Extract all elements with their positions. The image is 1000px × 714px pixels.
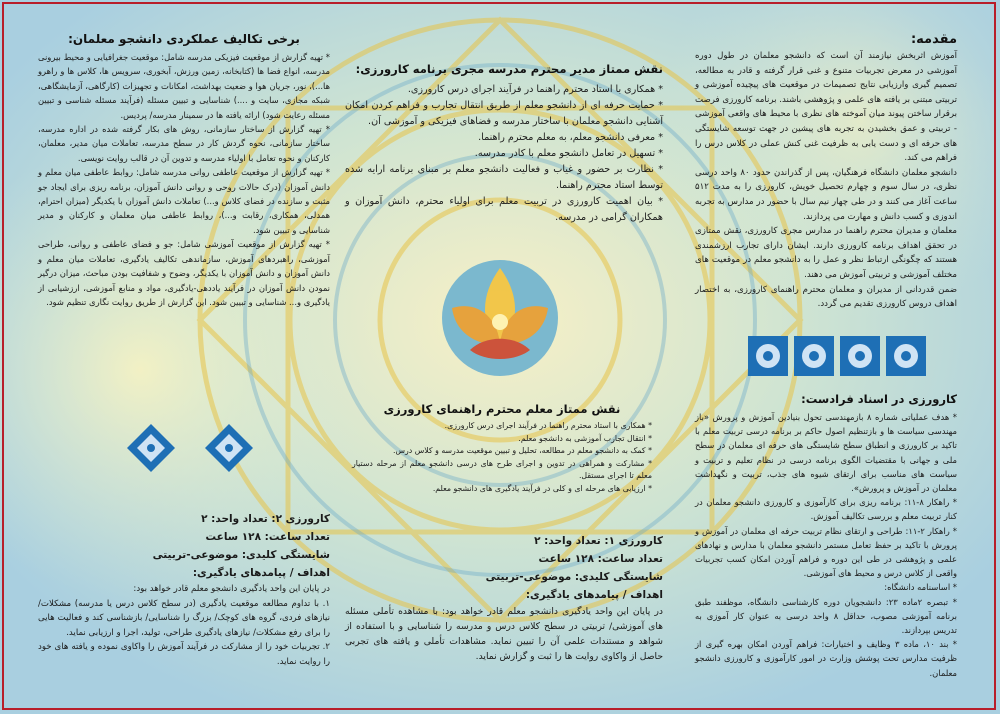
manager-item: * بیان اهمیت کارورزی در تربیت معلم برای اولیاء محترم، دانش آموزان و همکاران گرامی در مدرسه. xyxy=(345,196,663,223)
manager-item: * حمایت حرفه ای از دانشجو معلم از طریق انتقال تجارب و فراهم کردن امکان آشنایی دانشجو معلمان با ساختار مدرسه و فضاهای فیزیکی و آموزشی آن. xyxy=(345,100,663,127)
tasks-title: برخی تکالیف عملکردی دانشجو معلمان: xyxy=(68,32,300,46)
manager-item: * نظارت بر حضور و غیاب و فعالیت دانشجو معلم بر مبنای برنامه ارایه شده توسط استاد محترم راهنما. xyxy=(345,164,663,191)
teacher-item: * ارزیابی های مرحله ای و کلی در فرآیند یادگیری های دانشجو معلم. xyxy=(432,483,652,493)
course1-competency: شایستگی کلیدی: موضوعی-تربیتی xyxy=(485,571,663,583)
manager-item: * همکاری با استاد محترم راهنما در فرآیند اجرای درس کارورزی. xyxy=(407,84,663,95)
teacher-role-title: نقش ممتاز معلم محترم راهنمای کارورزی xyxy=(383,402,621,416)
course2-outcomes-label: اهداف / پیامدهای یادگیری: xyxy=(192,567,330,579)
course2-outcome-item: ۱. با تداوم مطالعه موقعیت یادگیری (در سطح کلاس درس یا مدرسه) مشکلات/ نیازهای فردی، گروه های کوچک/ بزرگ را شناسایی/ بازشناسی کند و فعالیت هایی را برای رفع مشکلات/ نیازهای یادگیری طراحی، تولید، اجرا و ارزیابی نماید. xyxy=(38,598,330,638)
ornament-tiles-right xyxy=(748,336,938,380)
course1-outcomes-text: در پایان این واحد یادگیری دانشجو معلم قادر خواهد بود: با مشاهده تأملی مسئله های آموزشی/ تربیتی در سطح کلاس درس و مدرسه را شناسایی و با استفاده از شواهد و مستندات علمی آن را تبیین نماید. مشاهدات تأملی و یافته های تجربی حاصل از واکاوی روایت ها را ثبت و گزارش نماید. xyxy=(345,606,663,662)
task-item: * تهیه گزارش از ساختار سازمانی، روش های بکار گرفته شده در اداره مدرسه، ساختار سازمانی، نحوه گردش کار در سطح مدرسه، تعاملات میان مدیر، معلمان، کارکنان و نحوه تعامل با اولیاء مدرسه و تدوین آن در قالب روایت نویسی. xyxy=(38,124,330,163)
teacher-item: * کمک به دانشجو معلم در مطالعه، تحلیل و تبیین موقعیت مدرسه و کلاس درس. xyxy=(393,446,652,455)
manager-item: * معرفی دانشجو معلم، به معلم محترم راهنما. xyxy=(478,132,663,143)
left-column xyxy=(38,32,330,309)
course1-units: کارورزی ۱: تعداد واحد: ۲ xyxy=(534,535,663,547)
teacher-item: * انتقال تجارب آموزشی به دانشجو معلم. xyxy=(518,433,652,443)
intro-paragraph-1: آموزش اثربخش نیازمند آن است که دانشجو معلمان در طول دوره آموزشی در معرض تجربیات متنوع و غنی قرار گرفته و قادر به مطالعه، تصمیم گیری وارزیابی نتایج تصمیمات در موقعیت های پیچیده آموزشی و تربیتی مبتنی بر یافته های علمی و پژوهشی باشند. برنامه کارورزی فرصت برقرار ساختن پیوند میان آموخته های نظری با محیط های واقعی آموزشی - تربیتی و عمق بخشیدن به تجربه های پیشین در جهت توسعه شایستگی های حرفه ای و دست یابی به ظرفیت غنی کنش عملی در کلاس درس را فراهم می کند. xyxy=(695,51,957,164)
intro-title: مقدمه: xyxy=(910,32,957,47)
ornament-tiles-left xyxy=(125,422,255,478)
intro-paragraph-2: دانشجو معلمان دانشگاه فرهنگیان، پس از گذراندن حدود ۸۰ واحد درسی نظری، در سال سوم و چهارم تحصیل خویش، کارورزی را به مدت ۵۱۲ ساعت آغاز می کنند و در طی چهار نیم سال با حضور در مدارس به تجربه اندوزی و کسب دانش و مهارت می پردازند. xyxy=(695,167,957,222)
teacher-item: * مشارکت و همراهی در تدوین و اجرای طرح های درسی دانشجو معلم از مرحله دستیار معلم تا اجرای مستقل. xyxy=(352,458,652,480)
manager-role-title: نقش ممتاز مدیر محترم مدرسه مجری برنامه کارورزی: xyxy=(355,62,663,76)
teacher-item: * همکاری با استاد محترم راهنما در فرآیند اجرای درس کارورزی. xyxy=(444,421,652,430)
course1-hours: تعداد ساعت: ۱۲۸ ساعت xyxy=(538,553,663,565)
middle-column-top xyxy=(345,62,663,226)
docs-paragraph: * هدف عملیاتی شماره ۸ بازمهندسی تحول بنیادین آموزش و پرورش «باز مهندسی سیاست ها و بازتنظیم اصول حاکم بر برنامه درسی تربیت معلم با تاکید بر کارورزی و انطباق سطح شایستگی های حرفه ای معلمان در سطح ملی و جهانی با مقتضیات الگوی برنامه درسی در نظام تعلیم و تربیت و سیاست های مناسب برای ارتقای شیوه های جذب، تربیت و نگهداشت معلمان در آموزش و پرورش». * راهکار ۸-۱۱: برنامه ریزی برای کارآموزی و کارورزی دانشجو معلمان در کنار تربیت معلم و بررسی تکالیف آموزش. * راهکار ۲-۱۱: طراحی و ارتقای نظام تربیت حرفه ای معلمان در آموزش و پرورش با تاکید بر حفظ تعامل مستمر دانشجو معلمان با مدارس و نهادهای علمی و پژوهشی در طی این دوره و فراهم آوردن امکان کسب تجربیات واقعی از کلاس درس و محیط های آموزشی. * اساسنامه دانشگاه: * تبصره ۲ماده ۲۳: دانشجویان دوره کارشناسی دانشگاه، موظفند طبق برنامه آموزشی مصوب، حداقل ۸ واحد درسی به عنوان کار آموزی به تدریس بپردازند. * بند ۱۰، ماده ۳ وظایف و اختیارات: فراهم آوردن امکان بهره گیری از ظرفیت مدارس تحت پوشش وزارت در امور کارآموزی و کارورزی دانشجو معلمان. xyxy=(695,412,957,678)
task-item: * تهیه گزارش از موقعیت فیزیکی مدرسه شامل: موقعیت جغرافیایی و محیط بیرونی مدرسه، انواع فضا ها (کتابخانه، زمین ورزش، آبخوری، سرویس ها، کلاس ها و راهرو ها...)، نور، جریان هوا و ضعیت بهداشت، امکانات و تجهیزات (کارگاهی، آزمایشگاهی، شبکه مجازی، سایت و ....) شناسایی و تبیین مسئله (فرآیند مسئله شناسی و تبیین مسئله رعایت شود) ارائه یافته ها در سمینار مدرسه/ پردیس. xyxy=(38,52,330,120)
left-column-course2 xyxy=(38,510,330,670)
course2-outcomes-intro: در پایان این واحد یادگیری دانشجو معلم قادر خواهد بود: xyxy=(133,584,330,594)
docs-title: کارورزی در اسناد فرادست: xyxy=(801,392,957,406)
intro-paragraph-3: معلمان و مدیران محترم راهنما در مدارس مجری کارورزی، نقش ممتازی در تحقق اهداف برنامه کارورزی دارند. ایشان دارای تجارب ارزشمندی هستند که چگونگی ارتباط نظر و عمل را به دانشجو معلم در موقعیت های مختلف آموزشی و تربیتی آموزش می دهند. xyxy=(695,226,957,280)
tile-icon xyxy=(748,336,928,376)
tile-icon xyxy=(125,422,255,474)
manager-item: * تسهیل در تعامل دانشجو معلم با کادر مدرسه. xyxy=(474,148,663,159)
right-column xyxy=(695,32,957,312)
course2-units: کارورزی ۲: تعداد واحد: ۲ xyxy=(201,513,330,525)
intro-paragraph-4: ضمن قدردانی از مدیران و معلمان محترم راهنمای کارورزی، به اختصار اهداف دروس کارورزی تقدیم می گردد. xyxy=(695,284,957,310)
course2-hours: تعداد ساعت: ۱۲۸ ساعت xyxy=(205,531,330,543)
course2-outcome-item: ۲. تجربیات خود را از مشارکت در فرآیند آموزش را واکاوی نموده و یافته های خود را روایت نماید. xyxy=(38,642,330,667)
middle-column-course1 xyxy=(345,532,663,664)
course1-outcomes-label: اهداف / پیامدهای یادگیری: xyxy=(525,589,663,601)
course2-competency: شایستگی کلیدی: موضوعی-تربیتی xyxy=(152,549,330,561)
right-column-docs xyxy=(695,392,957,680)
task-item: * تهیه گزارش از موقعیت عاطفی روانی مدرسه شامل: روابط عاطفی میان معلم و دانش آموزان (درک حالات روحی و روانی دانش آموزان، برنامه ریزی برای ایجاد جو مثبت و سازنده در فضای کلاس و...) تعاملات دانش آموزان با یکدیگر (میزان احترام، همدلی، همکاری، رقابت و...)، روابط عاطفی میان معلمان و کارکنان و مدیر شناسایی و تبیین شود. xyxy=(38,167,330,235)
middle-column-teacher xyxy=(352,402,652,495)
task-item: * تهیه گزارش از موقعیت آموزشی شامل: جو و فضای عاطفی و روانی، طراحی آموزشی، راهبردهای آموزش، سازماندهی تکالیف یادگیری، تعاملات میان معلم و دانش آموزان و دانش آموزان با یکدیگر، وضوح و شفافیت بودن مباحث، میزان درگیر نمودن دانش آموزان در فرآیند یاددهی-یادگیری، مواد و منابع آموزشی، ارزشیابی از یادگیری و... شناسایی و تبیین شود. این گزارش از طریق روایت نگاری تنظیم شود. xyxy=(38,239,330,307)
